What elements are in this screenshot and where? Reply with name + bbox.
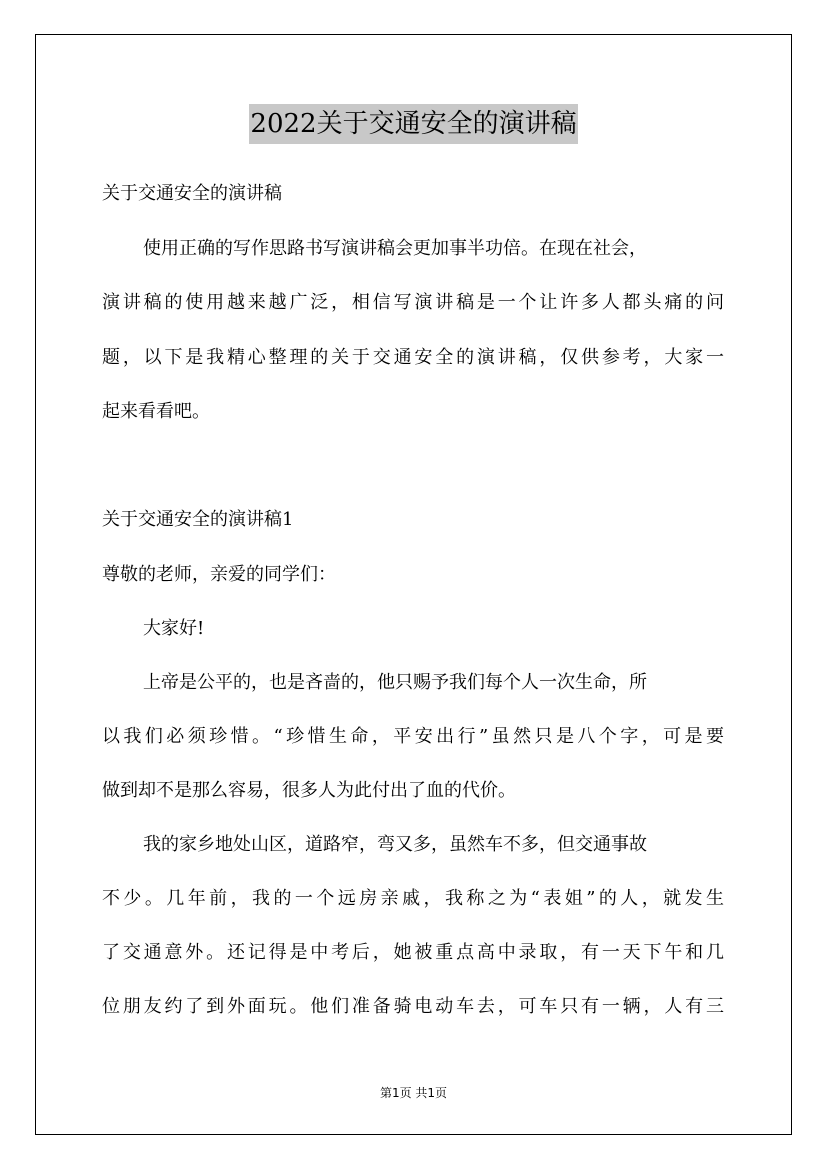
page-footer: 第1页 共1页 <box>379 1086 448 1100</box>
para2-line-2: 不少。几年前，我的一个远房亲戚，我称之为“表姐”的人，就发生 <box>102 888 724 909</box>
intro-line-2: 演讲稿的使用越来越广泛，相信写演讲稿是一个让许多人都头痛的问 <box>102 292 724 313</box>
subtitle: 关于交通安全的演讲稿 <box>102 183 282 204</box>
para1-line-3: 做到却不是那么容易，很多人为此付出了血的代价。 <box>102 780 516 801</box>
para1-line-2: 以我们必须珍惜。“珍惜生命，平安出行”虽然只是八个字，可是要 <box>102 726 724 747</box>
intro-line-1: 使用正确的写作思路书写演讲稿会更加事半功倍。在现在社会， <box>143 238 647 259</box>
para1-line-1: 上帝是公平的，也是吝啬的，他只赐予我们每个人一次生命，所 <box>143 672 647 693</box>
para2-line-1: 我的家乡地处山区，道路窄，弯又多，虽然车不多，但交通事故 <box>143 834 647 855</box>
para2-line-3: 了交通意外。还记得是中考后，她被重点高中录取，有一天下午和几 <box>102 942 724 963</box>
salutation: 尊敬的老师，亲爱的同学们： <box>102 564 336 585</box>
section-heading: 关于交通安全的演讲稿1 <box>102 509 294 530</box>
para2-line-4: 位朋友约了到外面玩。他们准备骑电动车去，可车只有一辆，人有三 <box>102 996 724 1017</box>
title-container <box>0 104 827 144</box>
greeting: 大家好! <box>143 618 205 639</box>
document-title: 2022关于交通安全的演讲稿 <box>249 104 577 144</box>
intro-line-4: 起来看看吧。 <box>102 401 210 422</box>
intro-line-3: 题，以下是我精心整理的关于交通安全的演讲稿，仅供参考，大家一 <box>102 347 724 368</box>
